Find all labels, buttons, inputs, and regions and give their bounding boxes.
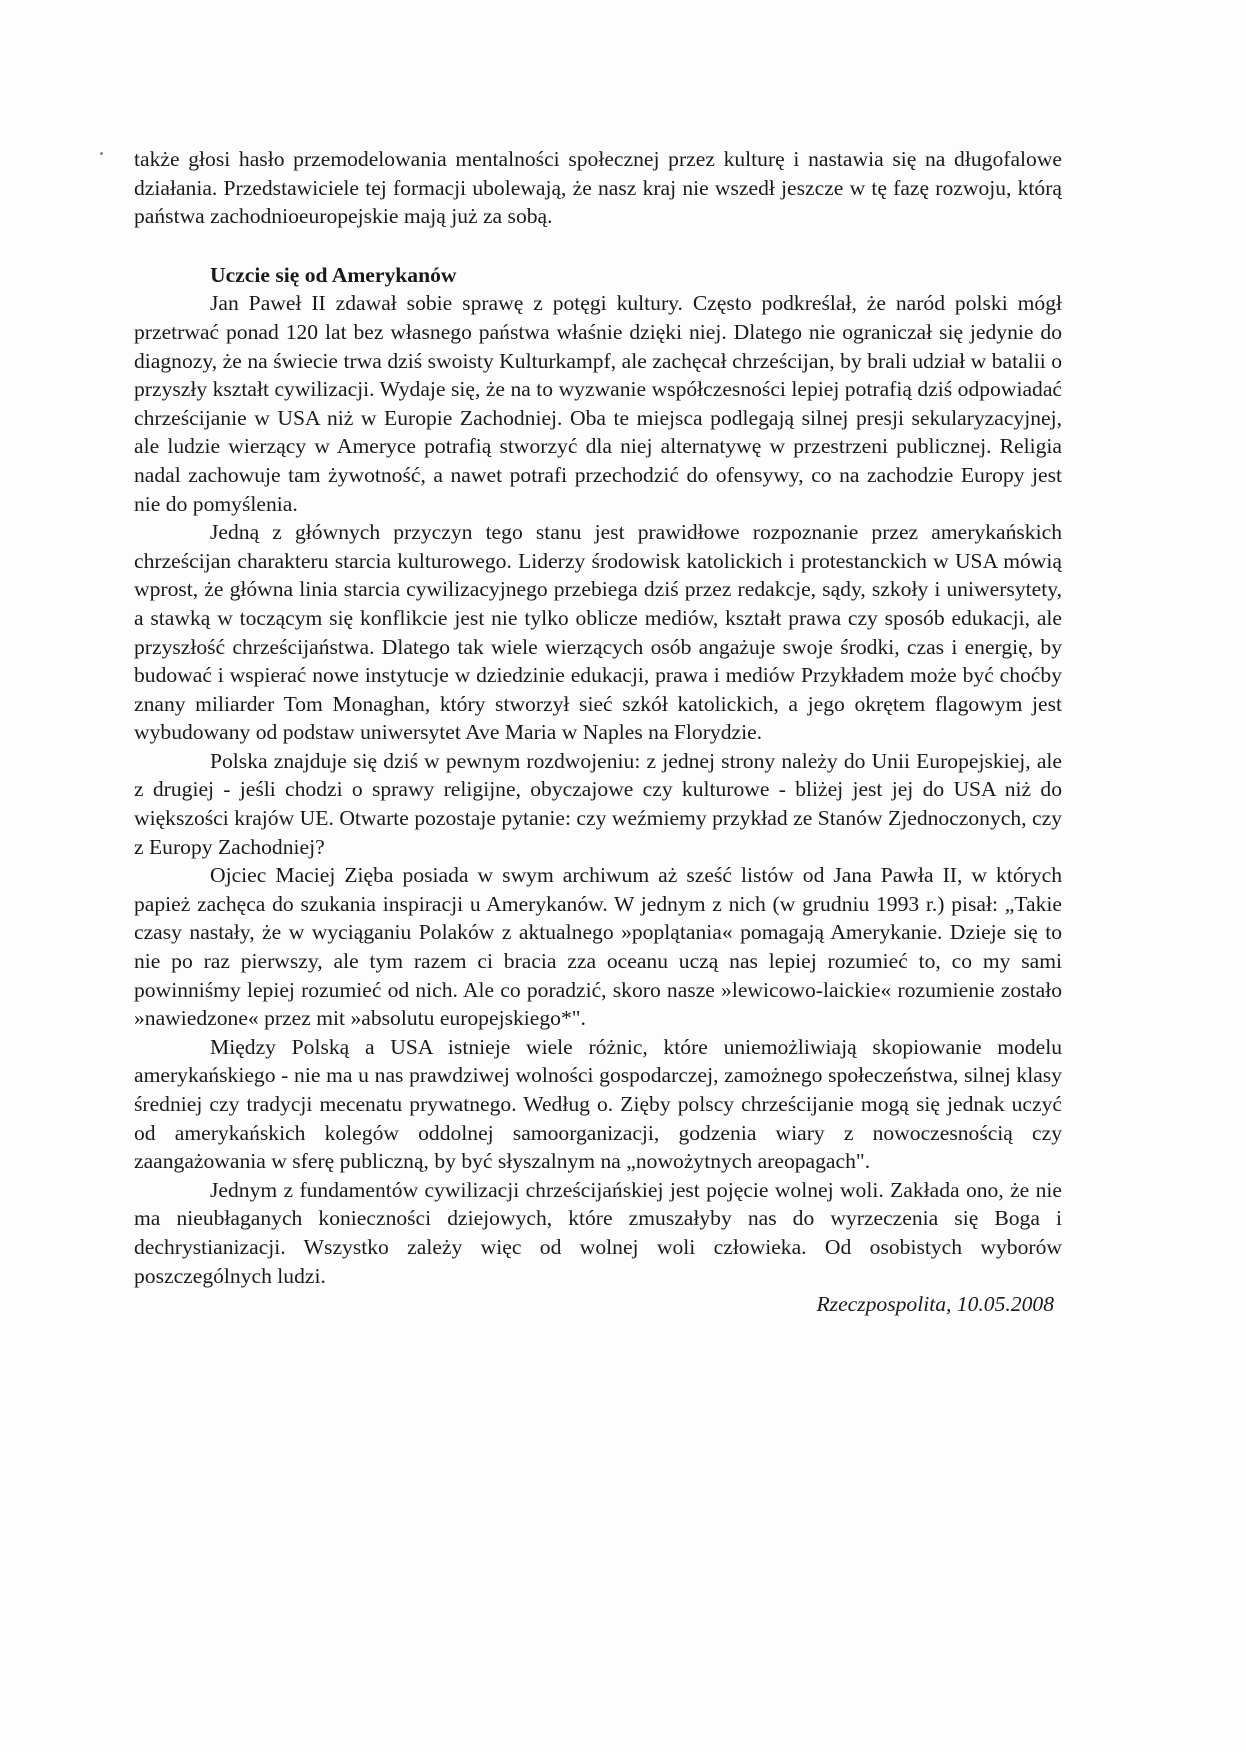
paragraph-2: Jedną z głównych przyczyn tego stanu jest prawidłowe rozpoznanie przez amerykańskich chrześcijan charakteru starcia kulturowego. Liderzy środowisk katolickich i protestanckich w USA mówią wprost, że główna linia starcia cywilizacyjnego przebiega dziś przez redakcje, sądy, szkoły i uniwersytety, a stawką w toczącym się konflikcie jest nie tylko oblicze mediów, kształt prawa czy sposób edukacji, ale przyszłość chrześcijaństwa. Dlatego tak wiele wierzących osób angażuje swoje środki, czas i energię, by budować i wspierać nowe instytucje w dziedzinie edukacji, prawa i mediów Przykładem może być choćby znany miliarder Tom Monaghan, który stworzył sieć szkół katolickich, a jego okrętem flagowym jest wybudowany od podstaw uniwersytet Ave Maria w Naples na Florydzie. xyxy=(134,520,1062,745)
intro-paragraph: także głosi hasło przemodelowania mentalności społecznej przez kulturę i nastawia się na długofalowe działania. Przedstawiciele tej formacji ubolewają, że nasz kraj nie wszedł jeszcze w tę fazę rozwoju, którą państwa zachodnioeuropejskie mają już za sobą. xyxy=(134,147,1062,229)
paragraph-6: Jednym z fundamentów cywilizacji chrześcijańskiej jest pojęcie wolnej woli. Zakłada ono, że nie ma nieubłaganych konieczności dziejowych, które zmuszałyby nas do wyrzeczenia się Boga i dechrystianizacji. Wszystko zależy więc od wolnej woli człowieka. Od osobistych wyborów poszczególnych ludzi. xyxy=(134,1177,1062,1288)
section-heading: Uczcie się od Amerykanów xyxy=(210,262,457,287)
paragraph-gap xyxy=(134,231,1062,261)
paragraph-3: Polska znajduje się dziś w pewnym rozdwojeniu: z jednej strony należy do Unii Europejskiej, ale z drugiej - jeśli chodzi o sprawy religijne, obyczajowe czy kulturowe - bliżej jest jej do USA niż do większości krajów UE. Otwarte pozostaje pytanie: czy weźmiemy przykład ze Stanów Zjednoczonych, czy z Europy Zachodniej? xyxy=(134,748,1062,859)
paragraph-4: Ojciec Maciej Zięba posiada w swym archiwum aż sześć listów od Jana Pawła II, w których papież zachęca do szukania inspiracji u Amerykanów. W jednym z nich (w grudniu 1993 r.) pisał: „Takie czasy nastały, że w wyciąganiu Polaków z aktualnego »poplątania« pomagają Amerykanie. Dzieje się to nie po raz pierwszy, ale tym razem ci bracia zza oceanu uczą nas lepiej rozumieć to, co my sami powinniśmy lepiej rozumieć od nich. Ale co poradzić, skoro nasze »lewicowo-laickie« rozumienie zostało »nawiedzone« przez mit »absolutu europejskiego*". xyxy=(134,863,1062,1031)
paragraph-1: Jan Paweł II zdawał sobie sprawę z potęgi kultury. Często podkreślał, że naród polski mógł przetrwać ponad 120 lat bez własnego państwa właśnie dzięki niej. Dlatego nie ograniczał się jedynie do diagnozy, że na świecie trwa dziś swoisty Kulturkampf, ale zachęcał chrześcijan, by brali udział w batalii o przyszły kształt cywilizacji. Wydaje się, że na to wyzwanie współczesności lepiej potrafią dziś odpowiadać chrześcijanie w USA niż w Europie Zachodniej. Oba te miejsca podlegają silnej presji sekularyzacyjnej, ale ludzie wierzący w Ameryce potrafią stworzyć dla niej alternatywę w przestrzeni publicznej. Religia nadal zachowuje tam żywotność, a nawet potrafi przechodzić do ofensywy, co na zachodzie Europy jest nie do pomyślenia. xyxy=(134,291,1062,516)
paragraph-5: Między Polską a USA istnieje wiele różnic, które uniemożliwiają skopiowanie modelu amerykańskiego - nie ma u nas prawdziwej wolności gospodarczej, zamożnego społeczeństwa, silnej klasy średniej czy tradycji mecenatu prywatnego. Według o. Zięby polscy chrześcijanie mogą się jednak uczyć od amerykańskich kolegów oddolnej samoorganizacji, godzenia wiary z nowoczesnością czy zaangażowania w sferę publiczną, by być słyszalnym na „nowożytnych areopagach". xyxy=(134,1034,1062,1174)
scan-speck xyxy=(100,152,103,155)
article-body xyxy=(134,145,1062,1319)
source-citation: Rzeczpospolita, 10.05.2008 xyxy=(816,1292,1054,1317)
